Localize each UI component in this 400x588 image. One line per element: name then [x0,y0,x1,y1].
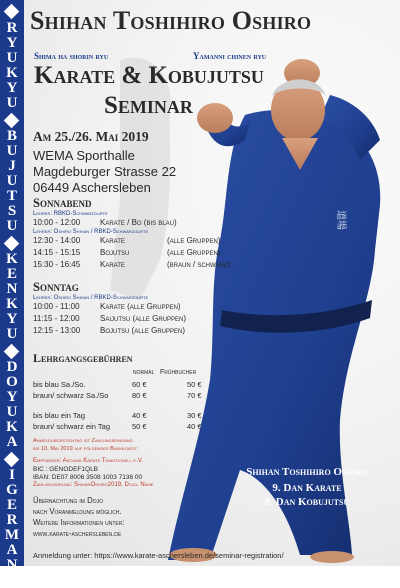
schedule-row [33,248,220,257]
banner-letter: K [6,296,18,312]
venue-name: WEMA Sporthalle [33,148,135,163]
registration-link[interactable]: Anmeldung unter: https://www.karate-aschersleben.de/seminar-registration/ [33,551,284,560]
schedule-class: Bojutsu [100,248,130,257]
schedule-row [33,260,230,269]
banner-letter: N [6,557,18,573]
banner-letter: Y [6,389,18,405]
caption-rank-karate: 9. Dan Karate [272,482,342,494]
banner-letter: I [9,467,15,483]
caption-name: Shihan Toshihiro Oshiro [246,466,368,478]
banner-letter: U [6,218,18,234]
banner-letter: K [6,419,18,435]
payment-deadline-date: bis 10. Mai 2019 auf folgendes Bankkonto: [33,446,138,452]
banner-letter: E [6,266,17,282]
sunday-teacher-label: Lehrer: Oshiro Shihan / RBKD-Schwarzgurte [33,295,149,301]
fees-col-early: Frühbucher [160,369,197,376]
banner-letter: S [7,203,17,219]
banner-letter: U [6,50,18,66]
fee-normal: 50 € [132,422,147,431]
schedule-time: 12:30 - 14:00 [33,236,81,245]
headline-seminar: Seminar [104,92,193,119]
schedule-time: 12:15 - 13:00 [33,326,81,335]
banner-letter: U [6,95,18,111]
banner-letter: T [6,188,17,204]
diamond-icon [4,344,20,360]
schedule-class: Bojutsu (alle Gruppen) [100,326,186,335]
style-subtitle-right: Yamanni chinen ryu [193,51,267,61]
fee-early: 70 € [187,391,202,400]
schedule-groups: (alle Gruppen) [167,236,221,245]
banner-letter: Y [6,311,18,327]
saturday-teacher-label-1: Lehrer: RBKD-Schwarzgurte [33,211,108,217]
banner-letter: Y [6,35,18,51]
banner-letter: N [6,281,18,297]
banner-letter: O [6,374,18,390]
fee-normal: 60 € [132,380,147,389]
banner-letter: D [6,359,18,375]
banner-letter: K [6,251,18,267]
banner-letter: Y [6,80,18,96]
schedule-class: Karate [100,236,125,245]
banner-letter: E [6,497,17,513]
bank-bic: BIC : GENODEF1QLB [33,466,99,473]
bank-recipient: Empfänger: Ascania Karate Traditionell e.V. [33,458,143,464]
banner-letter: J [8,158,16,174]
schedule-time: 14:15 - 15:15 [33,248,81,257]
schedule-groups: (braun / schwarz) [167,260,231,269]
fee-row [33,411,202,420]
vertical-club-banner [0,0,24,588]
schedule-row [33,302,181,311]
payment-purpose: Zahlungsgrund: ShihanOshiro2019, Dojo, Name [33,482,154,488]
schedule-time: 11:15 - 12:00 [33,314,80,323]
saturday-heading: Sonnabend [33,196,92,210]
info-overnight: Übernachtung im Dojo [33,496,104,505]
schedule-class: Karate [100,260,125,269]
event-date: Am 25./26. Mai 2019 [33,129,149,144]
schedule-row [33,314,186,323]
payment-deadline: Anmeldungsstichtag ist Zahlungseingang [33,438,133,444]
fee-label: braun/ schwarz ein Tag [33,422,110,431]
schedule-time: 10:00 - 11:00 [33,302,80,311]
fee-row [33,422,202,431]
banner-letter: M [4,527,20,543]
saturday-teacher-label-2: Lehrer: Oshiro Shihan / RBKD-Schwarzgurte [33,229,149,235]
fee-early: 50 € [187,380,202,389]
diamond-icon [4,236,20,252]
fees-heading: Lehrgangsgebühren [33,351,133,365]
schedule-time: 15:30 - 16:45 [33,260,81,269]
fee-early: 30 € [187,411,202,420]
banner-letter: U [6,173,18,189]
banner-letter: R [6,20,18,36]
banner-letter: R [6,512,18,528]
style-subtitle-left: Shima ha shorin ryu [34,51,109,61]
schedule-time: 10:00 - 12:00 [33,218,81,227]
fee-label: bis blau Sa./So. [33,380,86,389]
caption-rank-kobujutsu: 8. Dan Kobujutsu [264,496,350,508]
fee-early: 40 € [187,422,202,431]
schedule-row [33,236,220,245]
schedule-class: Karate (alle Gruppen) [100,302,181,311]
info-more: Weitere Informationen unter: [33,518,125,527]
schedule-groups: (alle Gruppen) [167,248,221,257]
diamond-icon [4,452,20,468]
poster-title: Shihan Toshihiro Oshiro [30,6,312,35]
fee-normal: 80 € [132,391,147,400]
info-registration: nach Voranmeldung möglich. [33,507,122,516]
schedule-row [33,218,177,227]
fee-label: bis blau ein Tag [33,411,85,420]
info-website-link[interactable]: www.karate-aschersleben.de [33,529,122,538]
fee-label: braun/ schwarz Sa./So [33,391,109,400]
schedule-class: Karate / Bo (bis blau) [100,218,177,227]
fee-row [33,391,202,400]
schedule-class: Saijutsu (alle Gruppen) [100,314,187,323]
diamond-icon [4,113,20,129]
diamond-icon [4,4,20,20]
banner-letter: B [6,128,17,144]
fee-row [33,380,202,389]
fee-normal: 40 € [132,411,147,420]
banner-letter: K [6,65,18,81]
venue-city: 06449 Aschersleben [33,180,151,195]
banner-letter: Y [6,572,18,588]
headline-karate-kobujutsu: Karate & Kobujutsu [34,62,264,89]
banner-letter: U [6,326,18,342]
banner-letter: G [6,482,18,498]
sunday-heading: Sonntag [33,280,79,294]
svg-text:道場: 道場 [335,210,346,230]
banner-letter: A [6,434,18,450]
banner-letter: A [6,542,18,558]
venue-street: Magdeburger Strasse 22 [33,164,177,179]
fees-col-normal: normal [133,369,155,376]
banner-letter: U [6,404,18,420]
banner-letter: U [6,143,18,159]
schedule-row [33,326,185,335]
bank-iban: IBAN: DE07 8006 3508 1003 7136 00 [33,474,143,481]
